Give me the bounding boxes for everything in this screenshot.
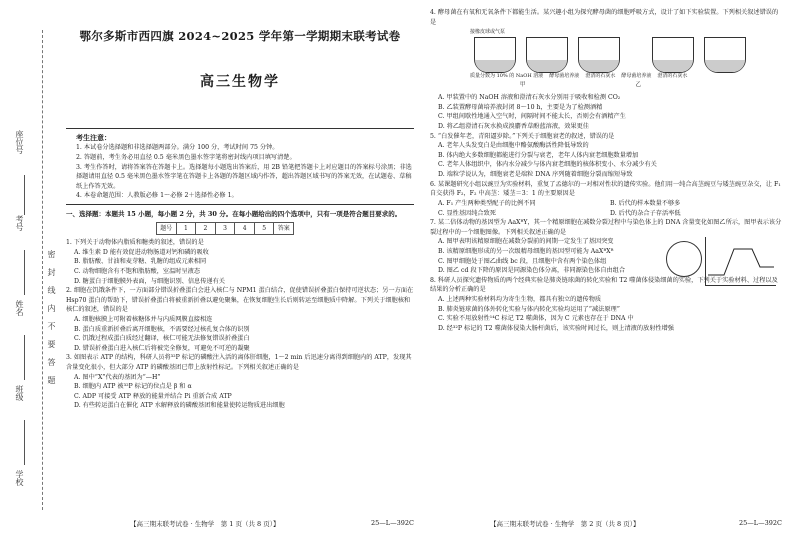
answer-option: D. 后代的杂合子存活率低 [610,209,681,217]
figure-label: 澄清的石灰水 [657,72,688,79]
figure-label: 酵母菌培养液 [549,72,580,79]
exam-number-field-label: 考号 [15,215,24,231]
question-2 [66,286,414,353]
score-box-cell: 4 [235,223,255,234]
exam-notice [66,133,414,202]
answer-option: B. 肺炎链球菌的体外转化实验与体内转化实验均运用了“减法原理” [438,305,620,313]
footer-text: 【高三期末联考试卷 · 生物学 第 1 页（共 8 页）】 [130,520,280,528]
section-heading: 一、选择题：本题共 15 小题，每小题 2 分，共 30 分。在每小题给出的四个选项中，只有一项是符合题目要求的。 [66,210,402,218]
answer-option: B. 该精原细胞形成的另一次级精母细胞的基因型可能为 AaXᴮXᴮ [438,247,614,255]
notice-heading: 考生注意： [76,132,111,142]
footer-code: 25—L—392C [739,519,782,527]
question-4 [430,8,782,132]
page-footer-left [130,519,414,528]
right-page [430,8,782,333]
answer-option: A. 甲装置中的 NaOH 溶液和澄清石灰水分别用于吸收和检测 CO₂ [438,94,621,102]
figure-label: 澄清的石灰水 [585,72,616,79]
answer-option: C. 甲组间歇性地通入空气时，间隔时间不能太长，否则会有酒精产生 [438,113,626,121]
seal-warning-text: 密封线内不要答题 [47,250,56,394]
question-stem: 3. 如图表示 ATP 的结构，科研人员将³²P 标记的磷酸注入活的离体肝细胞，1～2 min 后迅速分离得到细胞内的 ATP，发现其含量变化很小，但大部分 ATP 的磷酸基团已带上放射性标记。下列相关叙述正确的是 [66,354,412,371]
binding-margin [0,0,58,536]
flask-icon [526,37,568,73]
answer-option: B. 体内绝大多数细胞都能进行分裂与衰老，老年人体内衰老细胞数量增加 [438,151,639,159]
question-stem: 5. “白发催年老，青阳逼岁除。”下列关于细胞衰老的叙述，错误的是 [430,132,615,140]
answer-option: A. F₁ 产生两种类型配子的比例不同 [438,199,536,207]
answer-option: D. 糖蛋白于细胞膜外表面，与细胞识别、信息传递有关 [74,277,225,285]
answer-option: A. 上述两种实验材料均为寄生生物，都具有独立的遗传物质 [438,296,602,304]
answer-option: C. 饥饿过程成蛋白质经过翻译，核仁可能无法修复错误折叠蛋白 [74,335,250,343]
question-3 [66,353,414,411]
notice-item: 3. 考生作答时，请将答案答在答题卡上。选择题每小题选出答案后，用 2B 铅笔把答题卡上对应题目的答案标号涂黑；非选择题请用直径 0.5 毫米黑色墨水签字笔在答题卡上各题的答题区域内作答，超出答题区域书写的答案无效，在试题卷、草稿纸上作答无效。 [76,163,412,190]
question-5 [430,132,782,180]
answer-option: D. 错误折叠蛋白进入核仁后将被完全修复，可避免不可逆的凝聚 [74,344,250,352]
score-box-cell: 5 [255,223,275,234]
answer-option: B. 后代的样本数量不够多 [610,199,681,207]
score-box-cell: 答案 [277,225,290,233]
divider [66,204,414,205]
footer-code: 25—L—392C [371,519,414,527]
figure-label: 乙 [635,81,642,88]
divider [66,128,414,129]
class-line [24,420,25,465]
figure-label: 接橡皮球或气泵 [470,29,506,36]
answer-option: A. 细胞核膜上可附着核糖体并与内质网膜直接相连 [74,315,213,323]
answer-option: C. 老年人体组织中，体内水分减少与体内衰老细胞的核体积变小、水分减少有关 [438,161,657,169]
score-box-cell: 1 [177,223,197,234]
question-stem: 7. 某二倍体动物的基因型为 AaXᴮY，其一个精原细胞在减数分裂过程中与染色体上的 DNA 含量变化如图乙所示，图甲表示该分裂过程中的一个细胞图像。下列相关叙述正确的是 [430,219,782,236]
score-box-cell: 题号 [157,223,177,234]
answer-option: C. 显性基因纯合致死 [438,209,496,217]
name-field-label: 姓名 [15,300,24,316]
answer-option: B. 蛋白质重新折叠后离开细胞核，不需要经过核孔复合体的识别 [74,325,250,333]
answer-option: C. ADP 可接受 ATP 释放的能量并结合 Pi 重新合成 ATP [74,392,232,400]
exam-number-line [24,250,25,295]
answer-option: B. 细胞内 ATP 被³²P 标记的位点是 β 和 α [74,383,192,391]
answer-option: A. 图中“X”代表的基团为“—H” [74,373,161,381]
graph-curve [706,237,776,285]
figure-label: 酵母菌培养液 [621,72,652,79]
answer-option: B. 乙装置酵母菌培养液封闭 8～10 h，主要是为了检测酒精 [438,103,603,111]
seat-number-line [24,175,25,215]
flask-icon [704,37,746,73]
seat-number-field-label: 座位号 [15,130,24,154]
score-box-cell: 3 [216,223,236,234]
class-field-label: 班级 [15,385,24,401]
name-line [24,335,25,380]
notice-item: 1. 本试卷分选择题和非选择题两部分。满分 100 分，考试时间 75 分钟。 [76,144,279,152]
score-box [156,222,294,235]
flask-icon [474,37,516,73]
answer-option: D. 将乙组澄清石灰水换成溴麝香草酚蓝溶液，效果更佳 [438,123,589,131]
notice-item: 2. 答题前，考生务必用直径 0.5 毫米黑色墨水签字笔将密封线内项目填写清楚。 [76,153,296,161]
figure-label: 质量分数为 10% 的 NaOH 溶液 [470,72,544,79]
page-footer-right [490,519,782,528]
exam-title: 鄂尔多斯市西四旗 2024~2025 学年第一学期期末联考试卷 [79,29,401,43]
answer-option: C. 图甲细胞处于图乙曲线 bc 段，且细胞中含有两个染色体组 [438,257,607,265]
dna-content-graph [705,237,776,286]
answer-option: C. 动物细胞含有不饱和脂肪酸，室温时呈液态 [74,267,201,275]
question-1 [66,238,414,286]
answer-option: A. 老年人头发变白是由细胞中酪氨酸酶活性降低导致的 [438,142,589,150]
notice-item: 4. 本卷命题范围：人教版必修 1～必修 2＋选择性必修 1。 [76,192,238,200]
answer-option: B. 脂肪酸、甘油和麦芽糖、乳糖的组成元素相同 [74,258,207,266]
flask-icon [578,37,620,73]
question-6 [430,180,782,218]
answer-option: D. 经³²P 标记的 T2 噬菌体侵染大肠杆菌后，该实验时间过长，则上清液的放射性增强 [438,324,674,332]
answer-option: C. 实验不用放射性¹⁴C 标记 T2 噬菌体，因为 C 元素也存在于 DNA 中 [438,315,634,323]
answer-option: D. 图乙 cd 段下降的原因是同源染色体分离，非同源染色体自由组合 [438,267,626,275]
answer-option: D. 有些转运蛋白在催化 ATP 水解释放的磷酸基团和能量使转运物质进出细胞 [74,402,285,410]
footer-text: 【高三期末联考试卷 · 生物学 第 2 页（共 8 页）】 [490,520,640,528]
question-stem: 4. 酵母菌在有氧和无氧条件下都能生活。某兴趣小组为探究酵母菌的细胞呼吸方式，设计了如下实验装置。下列相关叙述错误的是 [430,9,779,26]
exam-subject: 高三生物学 [200,73,280,90]
score-box-cell: 2 [196,223,216,234]
flask-icon [652,37,694,73]
left-page [66,8,414,411]
figure-label: 甲 [520,81,526,88]
question-stem: 8. 科研人员探究遗传物质的两个经典实验是肺炎链球菌的转化实验和 T2 噬菌体侵染细菌的实验，下列关于实验材料、过程以及结果的分析正确的是 [430,276,778,294]
answer-option: A. 维生素 D 能有效促进动物肠道对钙和磷的吸收 [74,248,209,256]
question-stem: 6. 某课题研究小组以豌豆为实验材料，重复了孟德尔的一对相对性状的遗传实验。他们用一纯合高茎豌豆与矮茎豌豆杂交，让 F₁ 自交获得 F₂，F₂ 中高茎：矮茎＝3：1 的主要原因是 [430,180,781,198]
school-field-label: 学校 [15,470,24,486]
question-stem: 1. 下列关于动物体内脂质和糖类的叙述，错误的是 [66,239,204,247]
apparatus-figure [470,29,782,91]
question-7 [430,218,782,276]
answer-option: D. 端粒学说认为，细胞衰老是端粒 DNA 序列随着细胞分裂而缩短导致 [438,171,633,179]
seal-dashed-line [42,30,43,510]
question-stem: 2. 细胞在饥饿条件下，一方面部分错误折叠蛋白会进入核仁与 NPM1 蛋白结合，促使错误折叠蛋白保持可逆状态；另一方面在 Hsp70 蛋白的帮助下，错误折叠蛋白将被重新折叠以避免聚集，在恢复细胞生长后则转运至细胞质中降解。下列关于细胞核和核仁的叙述，错误的是 [66,287,414,314]
answer-option: A. 图甲表明该精原细胞在减数分裂前的间期一定发生了基因突变 [438,238,614,246]
